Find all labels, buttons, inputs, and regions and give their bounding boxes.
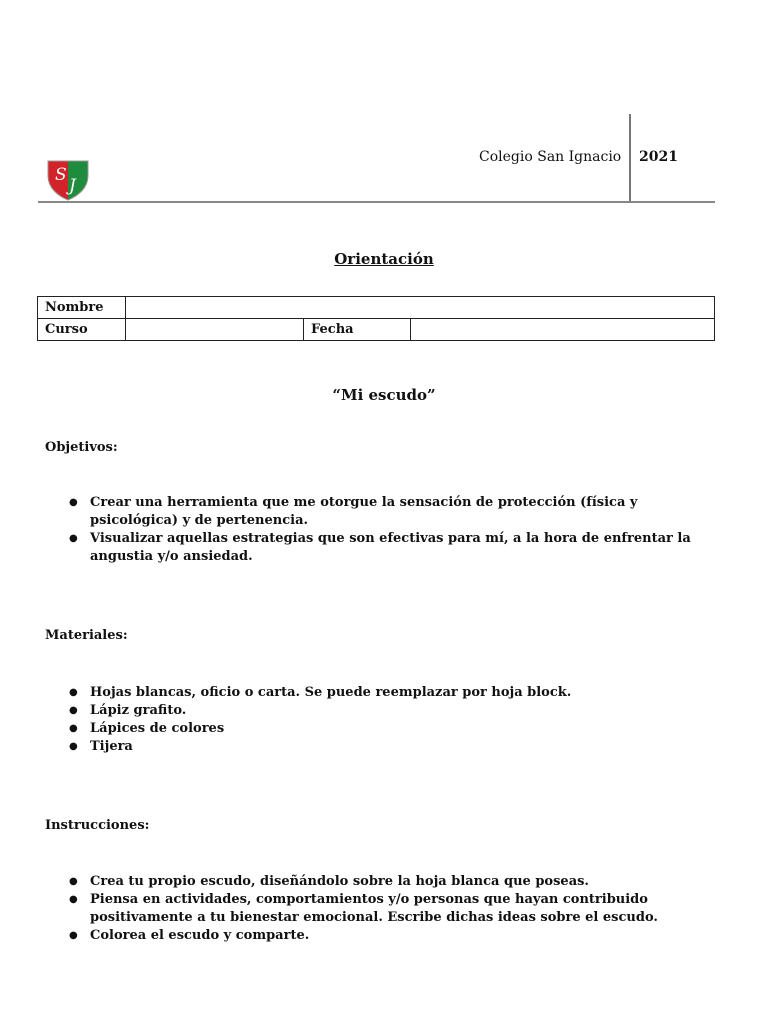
svg-text:S: S bbox=[55, 165, 67, 185]
instructions-list bbox=[90, 873, 730, 945]
list-item: ● Hojas blancas, oficio o carta. Se puede reemplazar por hoja block. bbox=[90, 684, 730, 702]
header-divider-vertical bbox=[629, 114, 631, 202]
name-field[interactable] bbox=[126, 297, 715, 319]
name-label: Nombre bbox=[38, 297, 126, 319]
course-label: Curso bbox=[38, 319, 126, 341]
student-info-table bbox=[37, 296, 715, 341]
school-name: Colegio San Ignacio bbox=[479, 149, 622, 165]
instructions-heading: Instrucciones: bbox=[45, 818, 150, 833]
svg-text:J: J bbox=[69, 176, 76, 196]
list-item: ● Crea tu propio escudo, diseñándolo sobre la hoja blanca que poseas. bbox=[90, 873, 730, 891]
year: 2021 bbox=[639, 149, 678, 165]
list-item: ● Lápiz grafito. bbox=[90, 702, 730, 720]
document-title: Orientación bbox=[334, 250, 434, 268]
list-item: ● Colorea el escudo y comparte. bbox=[90, 927, 730, 945]
list-item: ● Lápices de colores bbox=[90, 720, 730, 738]
list-item: ● Crear una herramienta que me otorgue la sensación de protección (física y psicológica) y de pertenencia. bbox=[90, 494, 730, 530]
objectives-list bbox=[90, 494, 730, 566]
date-field[interactable] bbox=[411, 319, 715, 341]
school-shield-logo bbox=[46, 158, 90, 202]
materials-list bbox=[90, 684, 730, 756]
date-label: Fecha bbox=[304, 319, 411, 341]
list-item: ● Visualizar aquellas estrategias que son efectivas para mí, a la hora de enfrentar la angustia y/o ansiedad. bbox=[90, 530, 730, 566]
objectives-heading: Objetivos: bbox=[45, 440, 118, 455]
materials-heading: Materiales: bbox=[45, 628, 128, 643]
list-item: ● Piensa en actividades, comportamientos y/o personas que hayan contribuido positivamente a tu bienestar emocional. Escribe dichas ideas sobre el escudo. bbox=[90, 891, 730, 927]
course-field[interactable] bbox=[126, 319, 304, 341]
header-divider bbox=[38, 201, 715, 203]
list-item: ● Tijera bbox=[90, 738, 730, 756]
subtitle: “Mi escudo” bbox=[332, 386, 436, 404]
